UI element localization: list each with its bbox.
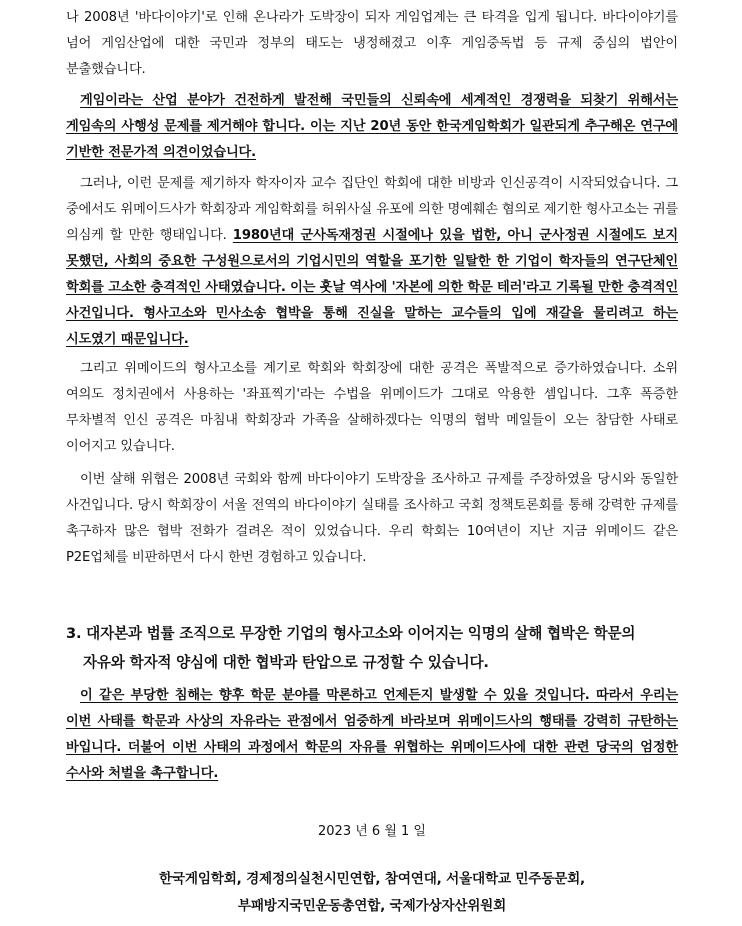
statement-date: 2023 년 6 월 1 일	[318, 824, 426, 839]
paragraph-criminal-complaint	[66, 171, 678, 353]
emphasized-text: 이 같은 부당한 침해는 향후 학문 분야를 막론하고 언제든지 발생할 수 있을 것입니다. 따라서 우리는 이번 사태를 학문과 사상의 자유라는 관점에서 엄중하게 바라보며 위메이드사의 행태를 강력히 규탄하는 바입니다. 더불어 이번 사태의 과정에서 학문의 자유를 위협하는 위메이드사에 대한 관련 당국의 엄정한 수사와 처벌을 촉구합니다.	[66, 688, 678, 781]
paragraph-escalating-attacks: 그리고 위메이드의 형사고소를 계기로 학회와 학회장에 대한 공격은 폭발적으로 증가하였습니다. 소위 여의도 정치권에서 사용하는 '좌표찍기'라는 수법을 위메이드가 그대로 악용한 셈입니다. 그후 폭증한 무차별적 인신 공격은 마침내 학회장과 가족을 살해하겠다는 익명의 협박 메일들이 오는 참담한 사태로 이어지고 있습니다.	[66, 361, 678, 454]
plain-text: 그러나, 이런 문제를 제기하자 학자이자 교수 집단인 학회에 대한 비방과 인신공격이 시작되었습니다. 그 중에서도 위메이드사가 학회장과 게임학회를 허위사실 유포에 의한 명예훼손 혐의로 제기한 형사고소는 귀를 의심케 할 만한 행태입니다.	[66, 176, 678, 243]
signers-line-2: 부패방지국민운동총연합, 국제가상자산위원회	[237, 898, 507, 914]
signers-line-1: 한국게임학회, 경제정의실천시민연합, 참여연대, 서울대학교 민주동문회,	[159, 871, 585, 887]
paragraph-condemnation	[66, 683, 678, 787]
emphasized-text: 게임이라는 산업 분야가 건전하게 발전해 국민들의 신뢰속에 세계적인 경쟁력을 되찾기 위해서는 게임속의 사행성 문제를 제거해야 합니다. 이는 지난 20년 동안 한국게임학회가 일관되게 추구해온 연구에 기반한 전문가적 의견이었습니다.	[66, 93, 678, 160]
paragraph-death-threats: 이번 살해 위협은 2008년 국회와 함께 바다이야기 도박장을 조사하고 규제를 주장하였을 당시와 동일한 사건입니다. 당시 학회장이 서울 전역의 바다이야기 실태를 조사하고 국회 정책토론회를 통해 강력한 규제를 촉구하자 많은 협박 전화가 걸려온 적이 있었습니다. 우리 학회는 10여년이 지난 지금 위메이드 같은 P2E업체를 비판하면서 다시 한번 경험하고 있습니다.	[66, 472, 678, 565]
paragraph-game-industry-opinion	[66, 88, 678, 166]
paragraph-bada-iyagi: 나 2008년 '바다이야기'로 인해 온나라가 도박장이 되자 게임업계는 큰 타격을 입게 됩니다. 바다이야기를 넘어 게임산업에 대한 국민과 정부의 태도는 냉정해졌고 이후 게임중독법 등 규제 중심의 법안이 분출했습니다.	[66, 10, 678, 77]
signatory-organizations	[66, 866, 678, 920]
section-heading-3: 3. 대자본과 법률 조직으로 무장한 기업의 형사고소와 이어지는 익명의 살해 협박은 학문의 자유와 학자적 양심에 대한 협박과 탄압으로 규정할 수 있습니다.	[66, 625, 636, 671]
emphasized-text: 1980년대 군사독재정권 시절에나 있을 법한, 아니 군사정권 시절에도 보지 못했던, 사회의 중요한 구성원으로서의 기업시민의 역할을 포기한 일탈한 한 기업이 학자들의 연구단체인 학회를 고소한 충격적인 사태였습니다. 이는 훗날 역사에 '자본에 의한 학문 테러'라고 기록될 만한 충격적인 사건입니다. 형사고소와 민사소송 협박을 통해 진실을 말하는 교수들의 입에 재갈을 물리려고 하는 시도였기 때문입니다.	[66, 228, 678, 347]
